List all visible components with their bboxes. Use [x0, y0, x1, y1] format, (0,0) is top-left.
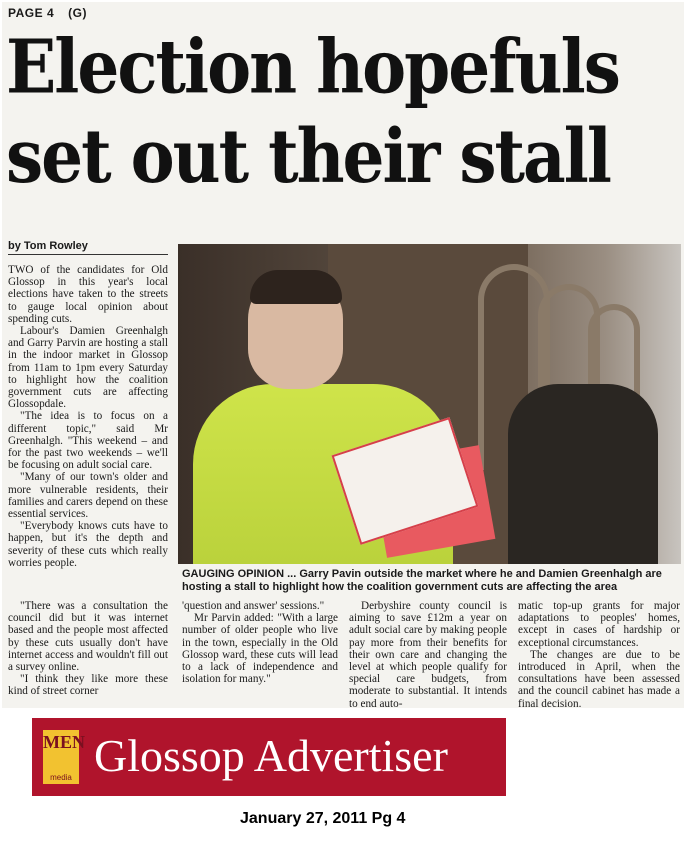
paragraph: 'question and answer' sessions." — [182, 600, 325, 612]
newspaper-clipping — [2, 2, 684, 708]
article-photo — [178, 244, 681, 564]
headline — [6, 22, 682, 201]
headline-line-2: set out their stall — [6, 112, 610, 201]
article-column-4 — [518, 600, 680, 708]
article-column-3 — [349, 600, 507, 708]
byline: by Tom Rowley — [8, 240, 88, 252]
publication-date: January 27, 2011 Pg 4 — [240, 810, 406, 827]
page-number: PAGE 4 — [8, 6, 55, 20]
paragraph: matic top-up grants for major adaptations to peoples' homes, except in cases of hardship or exceptional circumstances. — [518, 600, 680, 649]
man-hair — [250, 270, 342, 304]
byline-rule — [8, 254, 168, 255]
crowd — [508, 384, 658, 564]
article-column-1-continued — [8, 600, 168, 698]
caption-kicker: GAUGING OPINION ... — [182, 568, 297, 580]
logo-letters: MEN — [43, 732, 85, 752]
paragraph: "There was a consultation the council did but it was internet based and the people most affected by these cuts usually don't have internet access and wouldn't fill out a survey online. — [8, 600, 168, 674]
headline-line-1: Election hopefuls — [6, 23, 619, 111]
article-column-1 — [8, 264, 168, 569]
paragraph: Mr Parvin added: "With a large number of older people who live in the town, especially in the Old Glossop ward, these cuts will lead to a lack of independence and isolation for many." — [182, 612, 338, 686]
page-header — [8, 6, 101, 20]
masthead-banner — [32, 718, 506, 796]
men-media-logo — [43, 730, 85, 784]
paragraph: "Many of our town's older and more vulnerable residents, their families and carers depend on these essential services. — [8, 471, 168, 521]
photo-caption — [182, 568, 682, 594]
paragraph: TWO of the candidates for Old Glossop in this year's local elections have taken to the streets to gauge local opinion about spending cuts. — [8, 264, 168, 325]
paragraph: "The idea is to focus on a different topic," said Mr Greenhalgh. "This weekend – and for the past two weekends – we'll be focusing on adult social care. — [8, 410, 168, 472]
logo-media: media — [50, 773, 72, 782]
paragraph: "I think they like more these kind of street corner — [8, 673, 168, 698]
edition-code: (G) — [68, 6, 87, 20]
paragraph: Labour's Damien Greenhalgh and Garry Parvin are hosting a stall in the indoor market in Glossop from 11am to 1pm every Saturday to highlight how the coalition government cuts are affecting Glossopdale. — [8, 325, 168, 411]
paragraph: The changes are due to be introduced in April, when the consultations have been assessed and the council cabinet has made a final decision. — [518, 648, 680, 708]
caption-text: Garry Pavin outside the market where he and Damien Greenhalgh are hosting a stall to highlight how the coalition government cuts are affecting the area — [182, 568, 662, 593]
masthead-title: Glossop Advertiser — [94, 730, 448, 781]
paragraph: "Everybody knows cuts have to happen, but it's the depth and severity of these cuts which really worries people. — [8, 520, 168, 569]
article-column-2 — [182, 600, 338, 685]
paragraph: Derbyshire county council is aiming to save £12m a year on adult social care by making people pay more from their benefits for their own care and changing the level at which people qualify for special care budgets, from moderate to substantial. It intends to end auto- — [349, 600, 507, 708]
